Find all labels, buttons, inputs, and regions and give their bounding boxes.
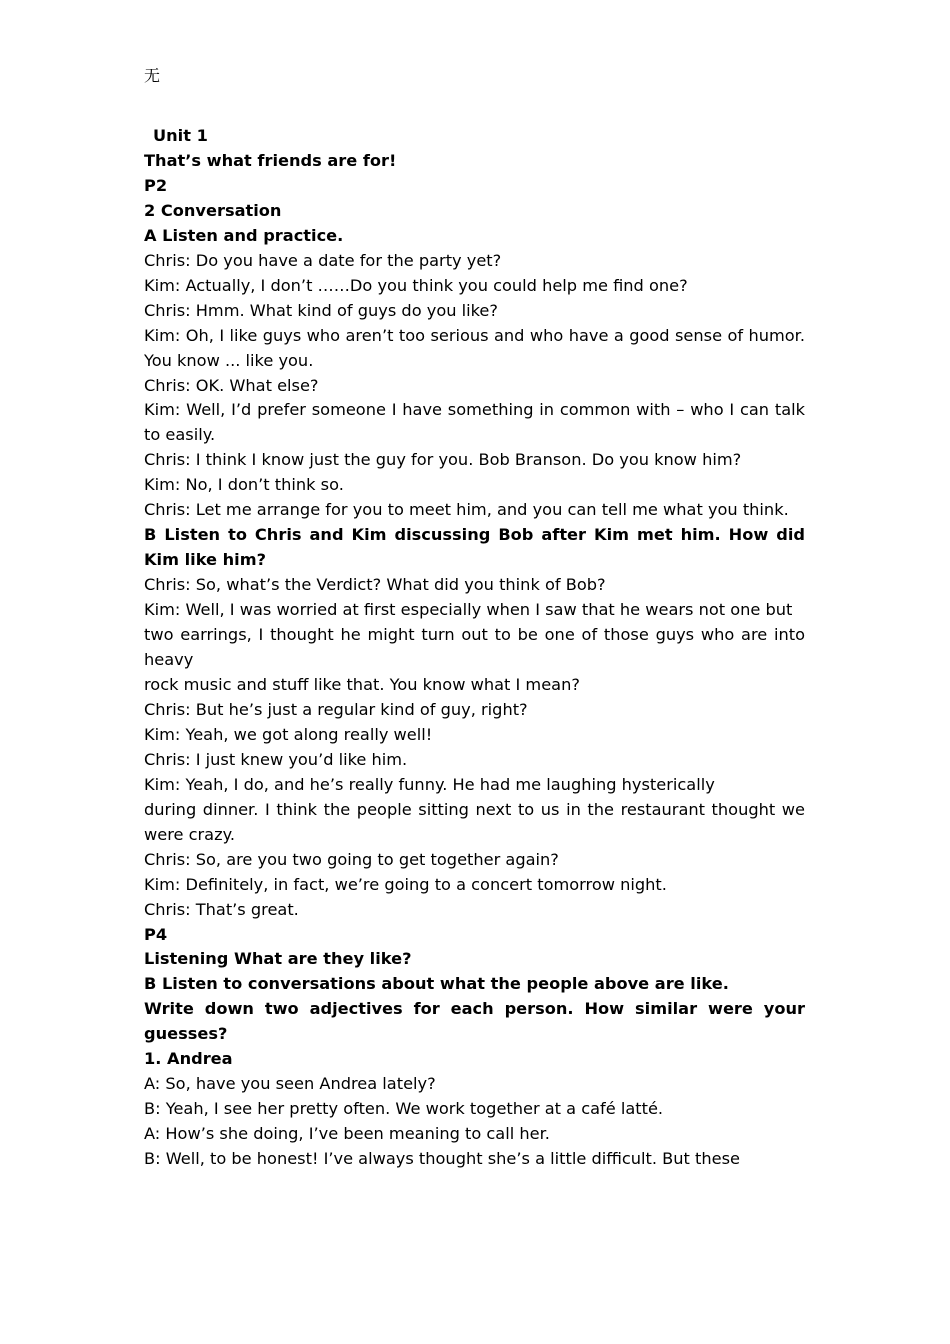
heading-line: P2 bbox=[144, 175, 168, 195]
text-line: Kim: Oh, I like guys who aren’t too serious and who have a good sense of humor. You know ... like you. bbox=[144, 325, 805, 370]
heading-line: Listening What are they like? bbox=[144, 949, 412, 969]
text-line: during dinner. I think the people sitting next to us in the restaurant thought we were crazy. bbox=[144, 799, 805, 844]
heading-line: B Listen to conversations about what the people above are like. bbox=[144, 974, 729, 994]
text-line: Chris: OK. What else? bbox=[144, 375, 319, 395]
document-body bbox=[144, 124, 805, 1172]
heading-line: Unit 1 bbox=[153, 126, 208, 145]
text-line: Chris: Hmm. What kind of guys do you like? bbox=[144, 300, 498, 320]
text-line: Chris: I think I know just the guy for you. Bob Branson. Do you know him? bbox=[144, 450, 742, 470]
heading-line: P4 bbox=[144, 924, 168, 944]
text-line: Chris: Let me arrange for you to meet him, and you can tell me what you think. bbox=[144, 500, 789, 520]
text-line: Chris: Do you have a date for the party yet? bbox=[144, 250, 502, 270]
header-mark: 无 bbox=[144, 66, 161, 85]
text-line: B: Well, to be honest! I’ve always thought she’s a little difficult. But these bbox=[144, 1149, 740, 1169]
text-line: Kim: Actually, I don’t ……Do you think you could help me find one? bbox=[144, 275, 688, 295]
heading-line: That’s what friends are for! bbox=[144, 150, 397, 170]
text-line: Kim: No, I don’t think so. bbox=[144, 475, 344, 495]
text-line: two earrings, I thought he might turn out to be one of those guys who are into heavy bbox=[144, 625, 805, 670]
heading-line: 2 Conversation bbox=[144, 200, 282, 220]
text-line: Kim: Well, I was worried at first especially when I saw that he wears not one but bbox=[144, 600, 793, 620]
text-line: Chris: So, are you two going to get together again? bbox=[144, 849, 559, 869]
text-line: Kim: Yeah, I do, and he’s really funny. He had me laughing hysterically bbox=[144, 774, 715, 794]
text-line: Chris: So, what’s the Verdict? What did you think of Bob? bbox=[144, 575, 606, 595]
text-line: Chris: I just knew you’d like him. bbox=[144, 749, 408, 769]
text-line: Kim: Yeah, we got along really well! bbox=[144, 724, 433, 744]
heading-line: Write down two adjectives for each person. How similar were your guesses? bbox=[144, 999, 805, 1044]
text-line: A: So, have you seen Andrea lately? bbox=[144, 1074, 436, 1094]
text-line: B: Yeah, I see her pretty often. We work together at a café latté. bbox=[144, 1099, 664, 1119]
text-line: Chris: But he’s just a regular kind of guy, right? bbox=[144, 699, 528, 719]
text-line: rock music and stuff like that. You know what I mean? bbox=[144, 674, 580, 694]
heading-line: B Listen to Chris and Kim discussing Bob after Kim met him. How did Kim like him? bbox=[144, 525, 805, 570]
heading-line: 1. Andrea bbox=[144, 1049, 233, 1069]
text-line: Kim: Well, I’d prefer someone I have something in common with – who I can talk to easily. bbox=[144, 400, 805, 445]
text-line: Chris: That’s great. bbox=[144, 899, 299, 919]
text-line: A: How’s she doing, I’ve been meaning to call her. bbox=[144, 1124, 550, 1144]
heading-line: A Listen and practice. bbox=[144, 225, 344, 245]
text-line: Kim: Definitely, in fact, we’re going to a concert tomorrow night. bbox=[144, 874, 667, 894]
